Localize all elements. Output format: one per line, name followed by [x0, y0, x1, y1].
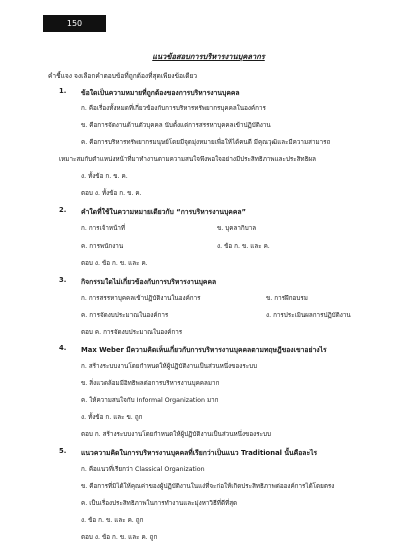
question-text: กิจกรรมใดไม่เกี่ยวข้องกับการบริหารงานบุคคล — [81, 278, 217, 286]
choice-line: ก. การสรรหาบุคคลเข้าปฏิบัติงานในองค์การ — [81, 295, 201, 302]
choice-line: ค. คือการบริหารทรัพยากรมนุษย์โดยมีจุดมุ่งหมายเพื่อให้ได้คนดี มีคุณวุฒิและมีความสามารถ — [81, 139, 331, 146]
question-number: 3. — [59, 276, 67, 284]
answer-line: ตอบ ง. ทั้งข้อ ก. ข. ค. — [81, 190, 142, 197]
choice-line: ค. การจัดงบประมาณในองค์การ — [81, 312, 169, 319]
answer-line: ตอบ ง. ข้อ ก. ข. และ ค. — [81, 260, 148, 267]
choice-line: ค. เป็นเรื่องประสิทธิภาพในการทำงานและมุ่งหาวิธีที่ดีที่สุด — [81, 500, 238, 507]
answer-line: ตอบ ค. การจัดงบประมาณในองค์การ — [81, 329, 183, 336]
choice-line: ง. ทั้งข้อ ก. ข. ค. — [81, 173, 128, 180]
question-number: 2. — [59, 206, 67, 214]
question-text: คำใดที่ใช้ในความหมายเดียวกับ “การบริหารงานบุคคล” — [81, 208, 247, 216]
choice-line: ข. คือการที่มิได้ให้คุณค่าของผู้ปฏิบัติงานในแง่ที่จะก่อให้เกิดประสิทธิภาพต่อองค์การได้โดยตรง — [81, 483, 335, 490]
choice-line: เหมาะสมกับตำแหน่งหน้าที่มาทำงานตามความสนใจพึงพอใจอย่างมีประสิทธิภาพและประสิทธิผล — [59, 156, 316, 163]
question-text: แนวความคิดในการบริหารงานบุคคลที่เรียกว่าเป็นแนว Traditional นั้นคือละไร — [81, 449, 318, 457]
choice-line: ข. การฝึกอบรม — [266, 295, 308, 302]
question-number: 5. — [59, 447, 67, 455]
choice-line: ก. การเจ้าหน้าที่ — [81, 225, 126, 232]
choice-line: ก. คือแนวที่เรียกว่า Classical Organization — [81, 466, 205, 473]
choice-line: ก. สร้างระบบงานโดยกำหนดให้ผู้ปฏิบัติงานเป็นส่วนหนึ่งของระบบ — [81, 363, 258, 370]
instruction-text: คำชี้แจง จงเลือกคำตอบข้อที่ถูกต้องที่สุดเพียงข้อเดียว — [48, 72, 198, 80]
question-number: 1. — [59, 87, 67, 95]
choice-line: ง. ข้อ ก. ข. และ ค. ถูก — [81, 517, 144, 524]
page-title: แนวข้อสอบการบริหารงานบุคลากร — [152, 52, 265, 61]
choice-line: ง. การประเมินผลการปฏิบัติงาน — [266, 312, 351, 319]
choice-line: ก. คือเรื่องทั้งหมดที่เกี่ยวข้องกับการบริหารทรัพยากรบุคคลในองค์การ — [81, 105, 266, 112]
choice-line: ข. บุคลากิบาล — [217, 225, 257, 232]
choice-line: ข. คือการจัดงานด้านตัวบุคคล นับตั้งแต่การสรรหาบุคคลเข้าปฏิบัติงาน — [81, 122, 271, 129]
choice-line: ง. ข้อ ก. ข. และ ค. — [217, 243, 270, 250]
choice-line: ข. สิ่งแวดล้อมมีอิทธิพลต่อการบริหารงานบุคคลมาก — [81, 380, 220, 387]
answer-line: ตอบ ก. สร้างระบบงานโดยกำหนดให้ผู้ปฏิบัติงานเป็นส่วนหนึ่งของระบบ — [81, 431, 271, 438]
question-text: Max Weber มีความคิดเห็นเกี่ยวกับการบริหารงานบุคคลตามทฤษฎีของเขาอย่างไร — [81, 346, 327, 354]
question-text: ข้อใดเป็นความหมายที่ถูกต้องของการบริหารงานบุคคล — [81, 89, 240, 97]
choice-line: ง. ทั้งข้อ ก. และ ข. ถูก — [81, 414, 143, 421]
choice-line: ค. การพนักงาน — [81, 243, 124, 250]
choice-line: ค. ให้ความสนใจกับ Informal Organization มาก — [81, 397, 219, 404]
answer-line: ตอบ ง. ข้อ ก. ข. และ ค. ถูก — [81, 534, 158, 541]
question-number: 4. — [59, 344, 67, 352]
page-number-badge: 150 — [43, 15, 106, 32]
